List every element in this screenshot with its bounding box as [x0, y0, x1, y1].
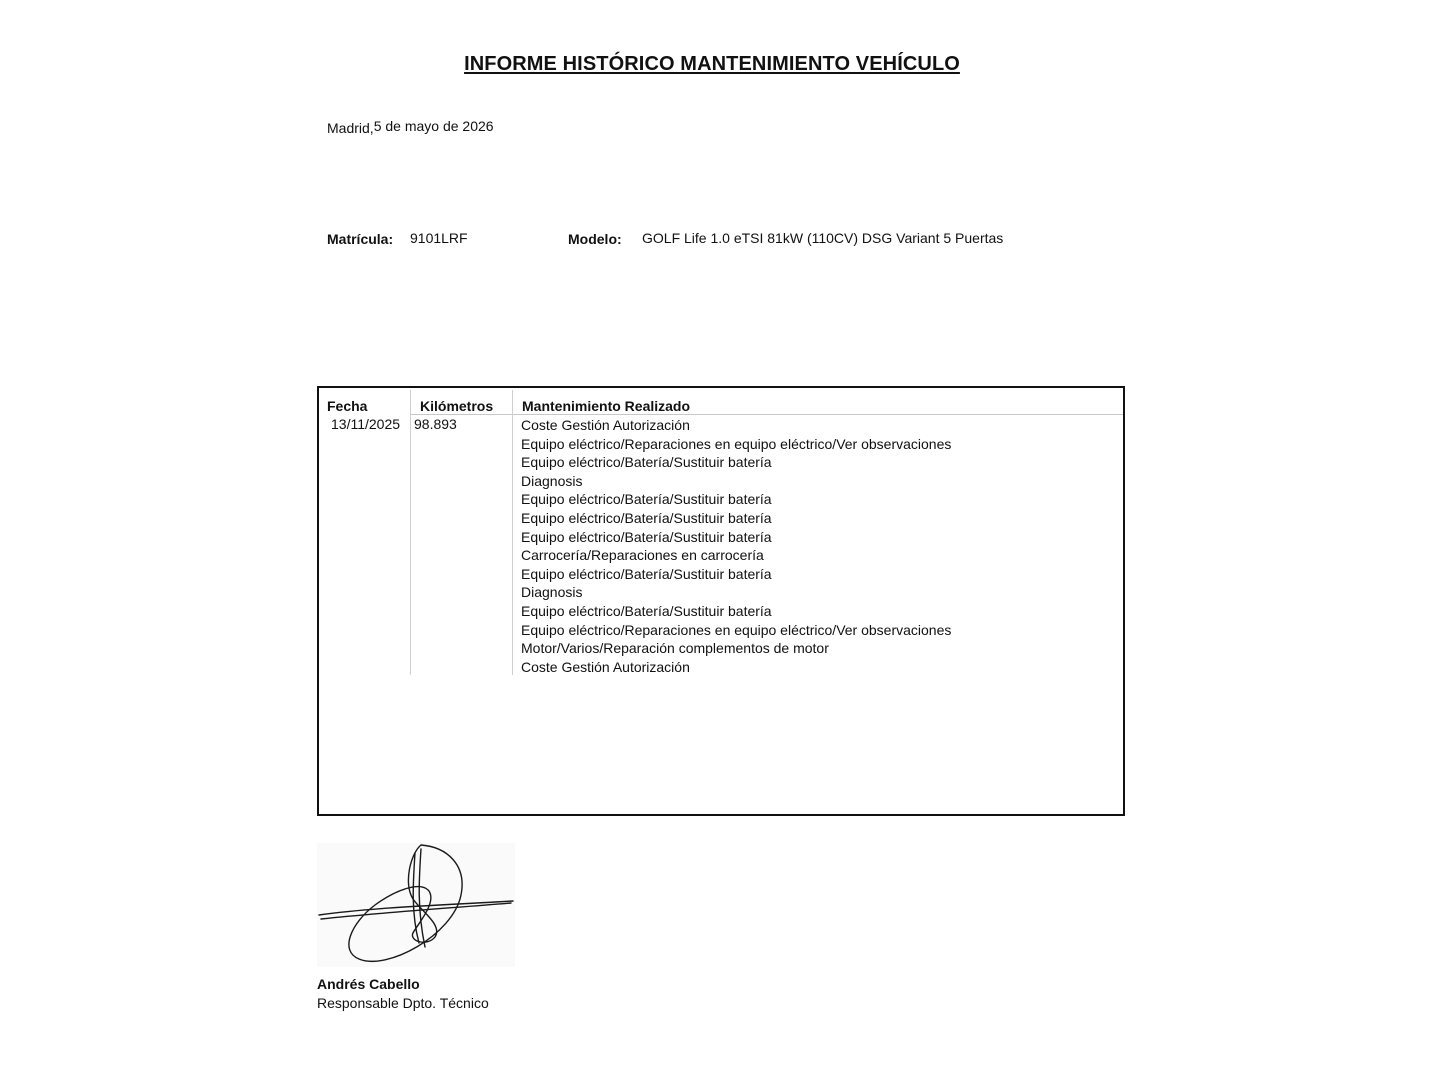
list-item: Equipo eléctrico/Batería/Sustituir batería: [521, 565, 772, 582]
list-item: Equipo eléctrico/Batería/Sustituir batería: [521, 454, 772, 471]
place-date: [327, 118, 494, 134]
signer-name: Andrés Cabello: [317, 976, 420, 992]
report-city: Madrid,: [327, 120, 374, 136]
report-date: 5 de mayo de 2026: [373, 118, 494, 134]
column-header-km: Kilómetros: [420, 398, 494, 414]
model-value: GOLF Life 1.0 eTSI 81kW (110CV) DSG Variant 5 Puertas: [642, 230, 1004, 246]
report-title: INFORME HISTÓRICO MANTENIMIENTO VEHÍCULO: [464, 53, 960, 75]
list-item: Equipo eléctrico/Reparaciones en equipo eléctrico/Ver observaciones: [521, 621, 952, 638]
list-item: Carrocería/Reparaciones en carrocería: [521, 547, 764, 564]
list-item: Equipo eléctrico/Reparaciones en equipo eléctrico/Ver observaciones: [521, 435, 952, 452]
list-item: Motor/Varios/Reparación complementos de motor: [521, 640, 829, 657]
signature-image: [317, 843, 515, 967]
plate-value: 9101LRF: [410, 230, 468, 246]
column-header-date: Fecha: [327, 398, 368, 414]
header-divider: [411, 414, 1123, 415]
maintenance-list: [521, 416, 951, 676]
list-item: Diagnosis: [521, 472, 583, 489]
list-item: Equipo eléctrico/Batería/Sustituir batería: [521, 509, 772, 526]
plate-label: Matrícula:: [327, 231, 394, 247]
maintenance-table: [317, 386, 1125, 816]
model-label: Modelo:: [568, 231, 622, 247]
row-km: 98.893: [414, 416, 457, 432]
signer-role: Responsable Dpto. Técnico: [317, 995, 489, 1011]
list-item: Equipo eléctrico/Batería/Sustituir batería: [521, 491, 772, 508]
list-item: Diagnosis: [521, 584, 583, 601]
column-divider: [512, 390, 513, 675]
list-item: Coste Gestión Autorización: [521, 417, 690, 433]
list-item: Equipo eléctrico/Batería/Sustituir batería: [521, 528, 772, 545]
row-date: 13/11/2025: [331, 416, 401, 432]
column-header-maintenance: Mantenimiento Realizado: [522, 398, 691, 414]
list-item: Equipo eléctrico/Batería/Sustituir batería: [521, 602, 772, 619]
list-item: Coste Gestión Autorización: [521, 658, 690, 675]
column-divider: [410, 390, 411, 675]
